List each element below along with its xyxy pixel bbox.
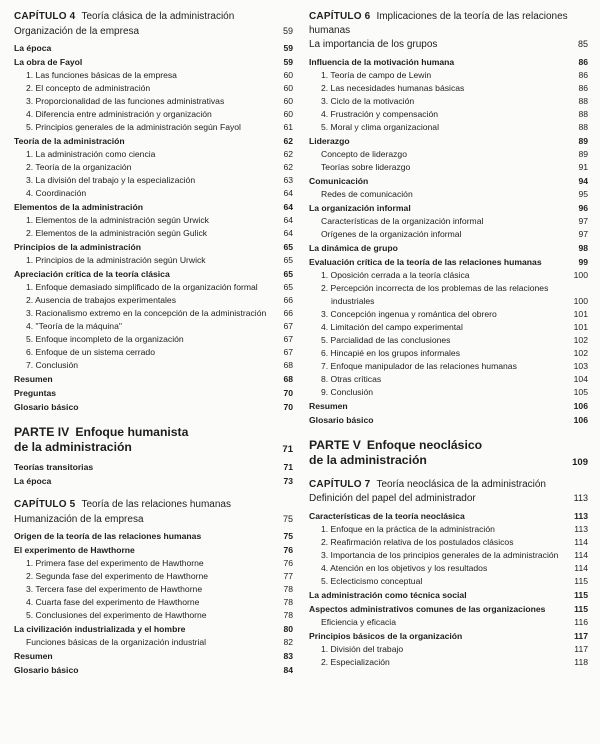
- toc-entry: [309, 360, 588, 373]
- entry-text: 4. Cuarta fase del experimento de Hawthorne: [26, 597, 200, 607]
- entry-page: 97: [578, 228, 588, 239]
- entry-page: 115: [574, 603, 588, 614]
- entry-text: 9. Conclusión: [321, 386, 374, 397]
- entry-page: 64: [283, 228, 293, 238]
- entry-page: 97: [578, 215, 588, 226]
- entry-text: Glosario básico: [309, 414, 374, 425]
- chapter-label: CAPÍTULO 4: [14, 11, 76, 22]
- toc-entry: [309, 135, 588, 148]
- entry-text: Preguntas: [14, 388, 57, 398]
- entry-page: 65: [283, 242, 293, 252]
- toc-entry: [14, 373, 293, 386]
- entry-page: 88: [578, 108, 588, 119]
- part-label: PARTE IV: [14, 425, 70, 439]
- toc-entry: [14, 570, 293, 583]
- entry-text: 7. Enfoque manipulador de las relaciones humanas: [321, 360, 517, 371]
- toc-entry: [309, 56, 588, 69]
- entry-text: 5. Principios generales de la administración según Fayol: [26, 122, 241, 132]
- entry-page: 60: [283, 96, 293, 106]
- entry-text: Origen de la teoría de las relaciones humanas: [14, 531, 202, 541]
- toc-entry: [309, 108, 588, 121]
- entry-page: 60: [283, 70, 293, 80]
- entry-page: 101: [573, 308, 588, 319]
- entry-page: 116: [574, 616, 588, 627]
- entry-text: 1. Enfoque demasiado simplificado de la organización formal: [26, 282, 258, 292]
- toc-entry: [14, 148, 293, 161]
- entry-text: Teorías sobre liderazgo: [321, 161, 411, 172]
- entry-text: La organización informal: [309, 202, 411, 213]
- toc-entry: [14, 281, 293, 294]
- entry-page: 113: [574, 510, 588, 521]
- entry-page: 65: [283, 269, 293, 279]
- chapter-label: CAPÍTULO 6: [309, 11, 371, 22]
- toc-entry: [14, 69, 293, 82]
- entry-text: Redes de comunicación: [321, 188, 413, 199]
- entry-text: 6. Hincapié en los grupos informales: [321, 347, 461, 358]
- chapter-subtitle: Definición del papel del administrador: [309, 493, 476, 504]
- toc-entry: [14, 544, 293, 557]
- entry-text: 5. Moral y clima organizacional: [321, 121, 439, 132]
- toc-entry: [14, 664, 293, 677]
- entry-text: 1. Las funciones básicas de la empresa: [26, 70, 177, 80]
- entry-text: 4. "Teoría de la máquina": [26, 321, 122, 331]
- entry-page: 61: [283, 122, 293, 132]
- entry-text: 1. Teoría de campo de Lewin: [321, 69, 432, 80]
- toc-entry: [14, 174, 293, 187]
- entry-page: 86: [578, 82, 588, 93]
- entry-text: 5. Eclecticismo conceptual: [321, 575, 423, 586]
- toc-entry: [309, 643, 588, 656]
- toc-entry: [309, 215, 588, 228]
- toc-entry: [309, 242, 588, 255]
- toc-entry: [309, 95, 588, 108]
- toc-entry: [14, 42, 293, 55]
- entry-page: 114: [574, 549, 588, 560]
- page-number: 109: [572, 456, 588, 468]
- chapter-title: CAPÍTULO 4 Teoría clásica de la administración: [14, 11, 235, 22]
- entry-page: 64: [283, 215, 293, 225]
- entry-page: 114: [574, 562, 588, 573]
- entry-text: Glosario básico: [14, 665, 79, 675]
- toc-entry: [309, 603, 588, 616]
- part-label: PARTE V: [309, 437, 361, 452]
- entry-page: 67: [283, 334, 293, 344]
- toc-entry: [14, 530, 293, 543]
- toc-column-left: [14, 10, 293, 738]
- entry-page: 100: [573, 295, 588, 306]
- entry-text: 5. Parcialidad de las conclusiones: [321, 334, 451, 345]
- entry-text: 2. Especialización: [321, 656, 390, 667]
- toc-entry: [309, 414, 588, 427]
- entry-text: 4. Atención en los objetivos y los resultados: [321, 562, 488, 573]
- toc-entry: [14, 201, 293, 214]
- entry-page: 82: [283, 637, 293, 647]
- chapter-title: CAPÍTULO 6 Implicaciones de la teoría de las relaciones humanas: [309, 11, 568, 36]
- entry-text: Teorías transitorias: [14, 462, 94, 472]
- entry-page: 88: [578, 95, 588, 106]
- entry-text: La obra de Fayol: [14, 57, 83, 67]
- entry-page: 78: [283, 584, 293, 594]
- toc-entry: [14, 135, 293, 148]
- entry-text: Resumen: [309, 400, 348, 411]
- toc-entry: [309, 121, 588, 134]
- entry-page: 71: [283, 462, 293, 472]
- entry-text: Evaluación crítica de la teoría de las relaciones humanas: [309, 256, 542, 267]
- entry-page: 89: [578, 148, 588, 159]
- entry-page: 73: [283, 476, 293, 486]
- entry-text: La época: [14, 43, 52, 53]
- toc-entry: [309, 202, 588, 215]
- entry-text: 3. Tercera fase del experimento de Hawthorne: [26, 584, 203, 594]
- chapter-subtitle: Organización de la empresa: [14, 25, 140, 37]
- part-title: PARTE IV Enfoque humanista de la administración: [14, 425, 189, 454]
- toc-entry: [14, 187, 293, 200]
- entry-page: 66: [283, 295, 293, 305]
- entry-page: 65: [283, 255, 293, 265]
- entry-page: 86: [578, 56, 588, 67]
- entry-page: 94: [578, 175, 588, 186]
- entry-text: Liderazgo: [309, 135, 350, 146]
- toc-entry: [309, 347, 588, 360]
- entry-page: 63: [283, 175, 293, 185]
- entry-text: La administración como técnica social: [309, 589, 467, 600]
- entry-page: 60: [283, 109, 293, 119]
- toc-entry: [309, 321, 588, 334]
- toc-entry: [309, 630, 588, 643]
- entry-page: 95: [578, 188, 588, 199]
- entry-page: 101: [573, 321, 588, 332]
- entry-text: 2. El concepto de administración: [26, 83, 151, 93]
- chapter-subtitle: Humanización de la empresa: [14, 513, 144, 525]
- entry-page: 77: [283, 571, 293, 581]
- entry-page: 67: [283, 321, 293, 331]
- entry-text: Glosario básico: [14, 402, 79, 412]
- entry-page: 78: [283, 597, 293, 607]
- entry-page: 59: [283, 43, 293, 53]
- entry-text: 2. Teoría de la organización: [26, 162, 132, 172]
- entry-text: 5. Enfoque incompleto de la organización: [26, 334, 184, 344]
- entry-page: 84: [283, 665, 293, 675]
- entry-page: 106: [573, 400, 588, 411]
- toc-entry: [309, 616, 588, 629]
- entry-page: 117: [574, 630, 588, 641]
- entry-page: 91: [578, 161, 588, 172]
- toc-entry: [309, 269, 588, 282]
- part-heading: [309, 438, 588, 468]
- entry-page: 104: [573, 373, 588, 384]
- entry-page: 62: [283, 162, 293, 172]
- entry-page: 62: [283, 149, 293, 159]
- entry-page: 68: [283, 374, 293, 384]
- toc-entry: [309, 656, 588, 669]
- toc-entry: [309, 334, 588, 347]
- entry-text: Elementos de la administración: [14, 202, 143, 212]
- entry-text: 2. Elementos de la administración según Gulick: [26, 228, 208, 238]
- entry-page: 98: [578, 242, 588, 253]
- entry-text: 2. Las necesidades humanas básicas: [321, 82, 465, 93]
- entry-page: 60: [283, 83, 293, 93]
- entry-page: 80: [283, 624, 293, 634]
- toc-entry: [14, 583, 293, 596]
- entry-page: 66: [283, 308, 293, 318]
- entry-text: Apreciación crítica de la teoría clásica: [14, 269, 170, 279]
- entry-text: 1. Principios de la administración según Urwick: [26, 255, 206, 265]
- toc-entry: [14, 401, 293, 414]
- entry-text: 8. Otras críticas: [321, 373, 382, 384]
- entry-text: 3. La división del trabajo y la especialización: [26, 175, 196, 185]
- entry-text: 4. Limitación del campo experimental: [321, 321, 463, 332]
- toc-entry: [309, 589, 588, 602]
- entry-page: 102: [573, 334, 588, 345]
- entry-text: 3. Importancia de los principios generales de la administración: [321, 549, 559, 560]
- entry-text: 4. Frustración y compensación: [321, 108, 439, 119]
- entry-text: 2. Segunda fase del experimento de Hawthorne: [26, 571, 209, 581]
- chapter-subtitle-row: [309, 492, 588, 506]
- toc-entry: [14, 359, 293, 372]
- page-number: 59: [282, 25, 293, 36]
- toc-entry: [14, 95, 293, 108]
- toc-entry: [14, 557, 293, 570]
- toc-entry: [309, 523, 588, 536]
- entry-text: La época: [14, 476, 52, 486]
- toc-entry: [14, 461, 293, 474]
- toc-entry: [309, 188, 588, 201]
- toc-entry: [309, 175, 588, 188]
- chapter-title: CAPÍTULO 7 Teoría neoclásica de la administración: [309, 478, 546, 490]
- entry-page: 105: [573, 386, 588, 397]
- entry-page: 86: [578, 69, 588, 80]
- entry-text: La civilización industrializada y el hombre: [14, 624, 186, 634]
- part-heading: [14, 425, 293, 455]
- entry-text: Principios básicos de la organización: [309, 630, 463, 641]
- entry-text: 4. Diferencia entre administración y organización: [26, 109, 212, 119]
- entry-text: 1. Enfoque en la práctica de la administración: [321, 523, 495, 534]
- toc-entry: [309, 386, 588, 399]
- entry-text: 1. Primera fase del experimento de Hawthorne: [26, 558, 204, 568]
- entry-text: Teoría de la administración: [14, 136, 125, 146]
- entry-page: 75: [283, 531, 293, 541]
- toc-entry: [14, 346, 293, 359]
- entry-text: 1. La administración como ciencia: [26, 149, 156, 159]
- chapter-subtitle-row: [14, 513, 293, 527]
- toc-entry: [309, 536, 588, 549]
- entry-text: 2. Percepción incorrecta de los problemas de las relaciones industriales: [321, 282, 549, 306]
- toc-entry: [309, 148, 588, 161]
- entry-text: Funciones básicas de la organización industrial: [26, 637, 207, 647]
- entry-page: 65: [283, 282, 293, 292]
- toc-entry: [14, 214, 293, 227]
- entry-text: Resumen: [14, 374, 53, 384]
- entry-text: El experimento de Hawthorne: [14, 545, 135, 555]
- toc-entry: [309, 562, 588, 575]
- entry-page: 89: [578, 135, 588, 146]
- entry-text: Comunicación: [309, 175, 369, 186]
- entry-text: Influencia de la motivación humana: [309, 56, 455, 67]
- toc-entry: [14, 56, 293, 69]
- entry-text: Características de la organización informal: [321, 215, 484, 226]
- entry-page: 67: [283, 347, 293, 357]
- entry-text: Concepto de liderazgo: [321, 148, 407, 159]
- toc-entry: [309, 228, 588, 241]
- toc-entry: [14, 333, 293, 346]
- entry-page: 68: [283, 360, 293, 370]
- entry-page: 106: [573, 414, 588, 425]
- chapter-heading: [309, 478, 588, 506]
- entry-page: 64: [283, 202, 293, 212]
- entry-text: 3. Concepción ingenua y romántica del obrero: [321, 308, 497, 319]
- chapter-heading: [14, 10, 293, 38]
- chapter-heading: [309, 10, 588, 52]
- entry-page: 102: [573, 347, 588, 358]
- entry-text: 5. Conclusiones del experimento de Hawthorne: [26, 610, 207, 620]
- toc-entry: [309, 161, 588, 174]
- entry-page: 114: [574, 536, 588, 547]
- toc-entry: [14, 241, 293, 254]
- entry-page: 83: [283, 651, 293, 661]
- toc-entry: [14, 609, 293, 622]
- chapter-subtitle-row: [14, 25, 293, 39]
- entry-text: 3. Ciclo de la motivación: [321, 95, 415, 106]
- toc-entry: [14, 161, 293, 174]
- chapter-subtitle: La importancia de los grupos: [309, 39, 438, 50]
- entry-text: 1. Elementos de la administración según Urwick: [26, 215, 209, 225]
- page-number: 113: [573, 493, 588, 503]
- toc-entry: [309, 549, 588, 562]
- toc-entry: [309, 282, 588, 308]
- toc-entry: [14, 650, 293, 663]
- entry-text: 2. Reafirmación relativa de los postulados clásicos: [321, 536, 514, 547]
- entry-page: 76: [283, 558, 293, 568]
- chapter-label: CAPÍTULO 5: [14, 499, 76, 510]
- toc-entry: [309, 400, 588, 413]
- entry-page: 117: [574, 643, 588, 654]
- chapter-subtitle-row: [309, 38, 588, 52]
- part-title: PARTE V Enfoque neoclásico de la administración: [309, 437, 483, 467]
- entry-page: 88: [578, 121, 588, 132]
- entry-text: 7. Conclusión: [26, 360, 79, 370]
- entry-text: La dinámica de grupo: [309, 242, 398, 253]
- toc-entry: [14, 294, 293, 307]
- toc-entry: [309, 69, 588, 82]
- toc-entry: [14, 268, 293, 281]
- toc-column-right: [309, 10, 588, 738]
- entry-page: 62: [283, 136, 293, 146]
- entry-page: 113: [574, 523, 588, 534]
- toc-entry: [14, 475, 293, 488]
- entry-text: 6. Enfoque de un sistema cerrado: [26, 347, 155, 357]
- toc-entry: [309, 256, 588, 269]
- toc-entry: [309, 575, 588, 588]
- entry-page: 115: [574, 575, 588, 586]
- entry-page: 59: [283, 57, 293, 67]
- chapter-label: CAPÍTULO 7: [309, 478, 371, 490]
- entry-text: Características de la teoría neoclásica: [309, 510, 465, 521]
- toc-entry: [309, 373, 588, 386]
- chapter-heading: [14, 498, 293, 526]
- entry-text: Orígenes de la organización informal: [321, 228, 462, 239]
- entry-text: 1. Oposición cerrada a la teoría clásica: [321, 269, 470, 280]
- toc-entry: [14, 636, 293, 649]
- toc-entry: [309, 308, 588, 321]
- toc-entry: [14, 82, 293, 95]
- toc-entry: [14, 623, 293, 636]
- toc-entry: [14, 121, 293, 134]
- toc-entry: [14, 254, 293, 267]
- entry-page: 118: [574, 656, 588, 667]
- toc-entry: [14, 596, 293, 609]
- entry-text: 1. División del trabajo: [321, 643, 404, 654]
- entry-page: 103: [573, 360, 588, 371]
- entry-text: 3. Racionalismo extremo en la concepción de la administración: [26, 308, 267, 318]
- entry-page: 64: [283, 188, 293, 198]
- toc-entry: [14, 387, 293, 400]
- entry-page: 70: [283, 402, 293, 412]
- entry-text: Aspectos administrativos comunes de las organizaciones: [309, 603, 546, 614]
- entry-page: 100: [573, 269, 588, 280]
- entry-page: 99: [578, 256, 588, 267]
- toc-entry: [14, 108, 293, 121]
- page-number: 85: [577, 39, 588, 49]
- toc-entry: [309, 510, 588, 523]
- page-number: 71: [282, 444, 293, 455]
- toc-entry: [14, 320, 293, 333]
- toc-entry: [14, 307, 293, 320]
- entry-page: 115: [574, 589, 588, 600]
- chapter-title: CAPÍTULO 5 Teoría de las relaciones humanas: [14, 499, 231, 510]
- entry-page: 76: [283, 545, 293, 555]
- entry-text: Principios de la administración: [14, 242, 142, 252]
- entry-page: 96: [578, 202, 588, 213]
- toc-entry: [14, 227, 293, 240]
- page-number: 75: [282, 513, 293, 524]
- entry-text: Eficiencia y eficacia: [321, 616, 396, 627]
- entry-text: Resumen: [14, 651, 53, 661]
- entry-text: 3. Proporcionalidad de las funciones administrativas: [26, 96, 225, 106]
- entry-text: 4. Coordinación: [26, 188, 87, 198]
- entry-page: 70: [283, 388, 293, 398]
- entry-page: 78: [283, 610, 293, 620]
- entry-text: 2. Ausencia de trabajos experimentales: [26, 295, 177, 305]
- toc-entry: [309, 82, 588, 95]
